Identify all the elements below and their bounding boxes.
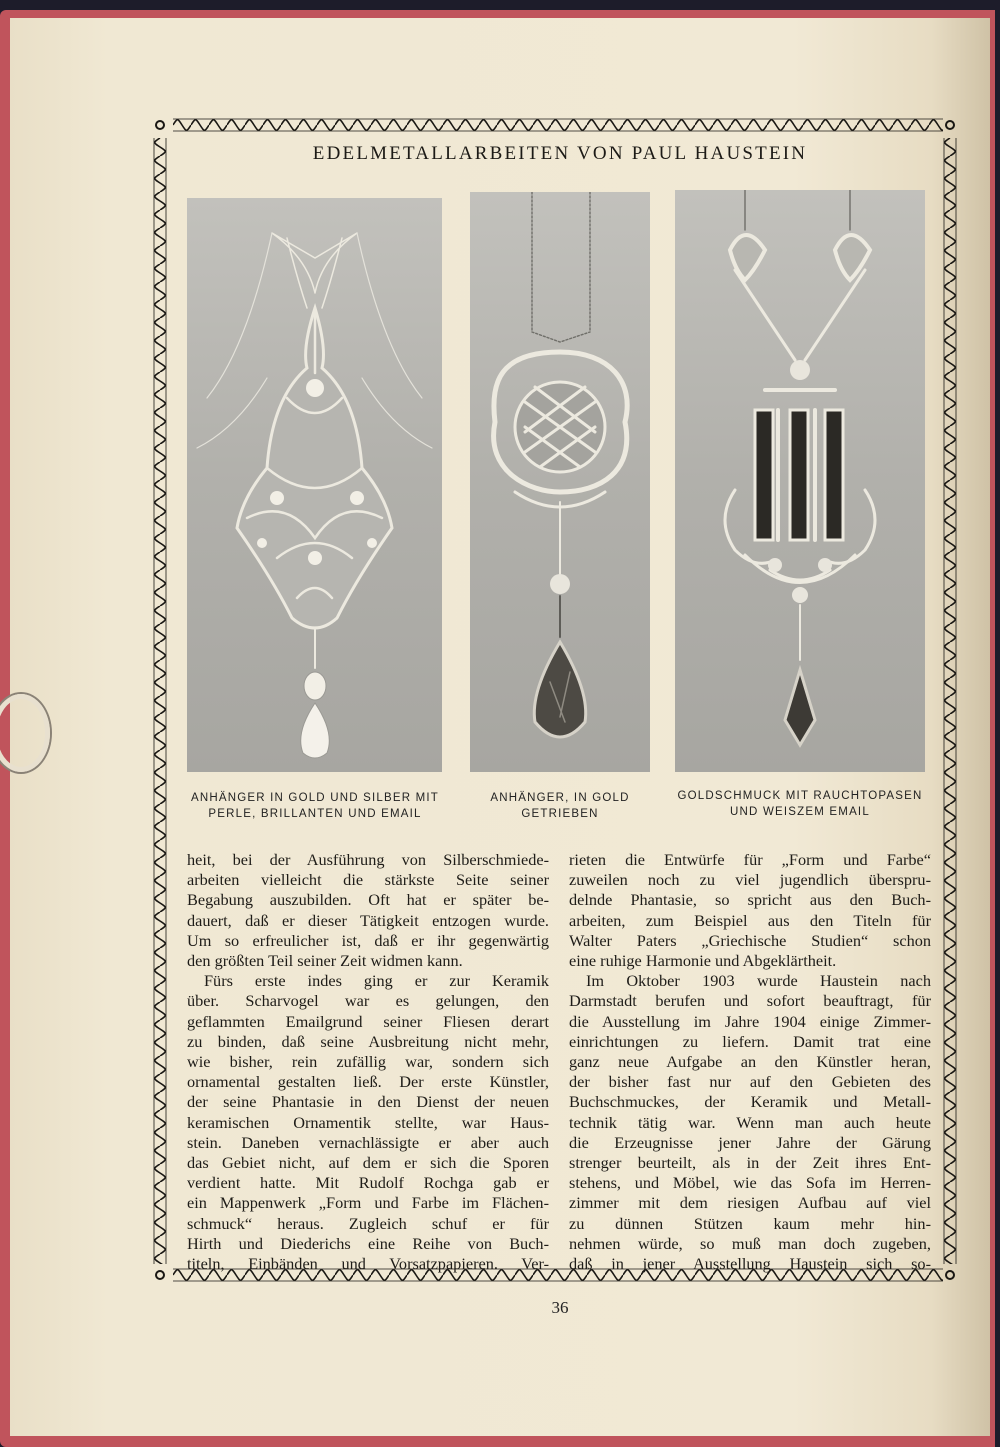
text-line: Hirth und Diederichs eine Reihe von Buch- (187, 1233, 549, 1253)
pendant-photo-2 (470, 192, 650, 772)
text-line: delnde Phantasie, so spricht aus den Buch- (569, 890, 931, 910)
caption-figure-2 (470, 790, 650, 822)
text-line: wie bisher, rein zufällig war, sondern sich (187, 1052, 549, 1072)
caption-line: GETRIEBEN (521, 808, 599, 820)
text-line: schmuck“ heraus. Zugleich schuf er für (187, 1213, 549, 1233)
border-left (153, 138, 167, 1264)
pendant-photo-3 (675, 190, 925, 772)
text-line: ein Mappenwerk „Form und Farbe im Flächen- (187, 1193, 549, 1213)
text-line: zu dünnen Stützen kaum mehr hin- (569, 1213, 931, 1233)
text-line: dauert, daß er dieser Tätigkeit entzogen wurde. (187, 910, 549, 930)
text-line: den größten Teil seiner Zeit widmen kann. (187, 951, 463, 971)
text-line: rieten die Entwürfe für „Form und Farbe“ (569, 850, 931, 869)
text-line: technik tätig war. Wenn man auch heute (569, 1112, 931, 1132)
text-line: Darmstadt berufen und sofort beauftragt, für (569, 991, 931, 1011)
text-line: keramischen Ornamentik stellte, war Haus- (187, 1112, 549, 1132)
text-line: der bisher fast nur auf den Gebieten des (569, 1072, 931, 1092)
page-title: EDELMETALLARBEITEN VON PAUL HAUSTEIN (312, 143, 808, 164)
text-line: zu binden, daß seine Ausbreitung nicht mehr, (187, 1031, 549, 1051)
caption-line: PERLE, BRILLANTEN UND EMAIL (208, 808, 422, 820)
text-line: Walter Paters „Griechische Studien“ schon (569, 930, 931, 950)
pendant-photo-1 (187, 198, 442, 772)
text-line: stehens, und Möbel, wie das Sofa im Herren- (569, 1173, 931, 1193)
text-line: zuweilen noch zu viel jugendlich überspru- (569, 870, 931, 890)
text-line: strenger beurteilt, als in der Zeit ihres Ent- (569, 1153, 931, 1173)
text-line: über. Scharvogel war es gelungen, den (187, 991, 549, 1011)
text-line: arbeiten vielleicht die stärkste Seite seiner (187, 870, 549, 890)
caption-figure-1 (180, 790, 450, 822)
text-line: einrichtungen zu liefern. Damit trat eine (569, 1031, 931, 1051)
text-line: der seine Phantasie in den Dienst der neuen (187, 1092, 549, 1112)
text-line: die Erzeugnisse jener Jahre der Gärung (569, 1132, 931, 1152)
text-line: Im Oktober 1903 wurde Haustein nach (586, 971, 931, 991)
caption-line: ANHÄNGER IN GOLD UND SILBER MIT (190, 792, 440, 804)
corner-ornament (155, 1270, 165, 1280)
text-line: verdient hatte. Mit Rudolf Rochga gab er (187, 1173, 549, 1193)
corner-ornament (155, 120, 165, 130)
text-column-right (569, 850, 931, 1274)
caption-line: UND WEISZEM EMAIL (730, 806, 870, 818)
text-line: das Gebiet nicht, auf dem er sich die Sporen (187, 1153, 549, 1173)
text-line: titeln, Einbänden und Vorsatzpapieren. Ver- (187, 1254, 549, 1274)
text-line: Um so erfreulicher ist, daß er ihr gegenwärtig (187, 930, 549, 950)
text-line: die Ausstellung im Jahre 1904 einige Zimmer- (569, 1011, 931, 1031)
text-line: ornamental gestalten ließ. Der erste Künstler, (187, 1072, 549, 1092)
text-line: Buchschmuckes, der Keramik und Metall- (569, 1092, 931, 1112)
text-line: heit, bei der Ausführung von Silberschmiede- (187, 850, 549, 869)
text-line: ganz neue Aufgabe an den Künstler heran, (569, 1052, 931, 1072)
caption-figure-3 (662, 788, 938, 820)
border-right (943, 138, 957, 1264)
text-line: arbeiten, zum Beispiel aus den Titeln für (569, 910, 931, 930)
caption-line: ANHÄNGER, IN GOLD (490, 792, 630, 804)
text-line: daß in jener Ausstellung Haustein sich so- (569, 1254, 931, 1274)
text-line: Begabung auszubilden. Oft hat er später be- (187, 890, 549, 910)
corner-ornament (945, 1270, 955, 1280)
caption-line: GOLDSCHMUCK MIT RAUCHTOPASEN (677, 790, 923, 802)
text-line: geflammten Emailgrund seiner Fliesen derart (187, 1011, 549, 1031)
corner-ornament (945, 120, 955, 130)
text-line: nehmen würde, so muß man doch zugeben, (569, 1233, 931, 1253)
text-line: stein. Daneben vernachlässigte er aber auch (187, 1132, 549, 1152)
border-top (173, 118, 943, 132)
text-column-left (187, 850, 549, 1274)
text-line: eine ruhige Harmonie und Abgeklärtheit. (569, 951, 837, 971)
binding-ring (0, 694, 50, 772)
text-line: Fürs erste indes ging er zur Keramik (204, 971, 549, 991)
page-number: 36 (551, 1298, 569, 1317)
text-line: zimmer mit dem riesigen Aufbau auf viel (569, 1193, 931, 1213)
